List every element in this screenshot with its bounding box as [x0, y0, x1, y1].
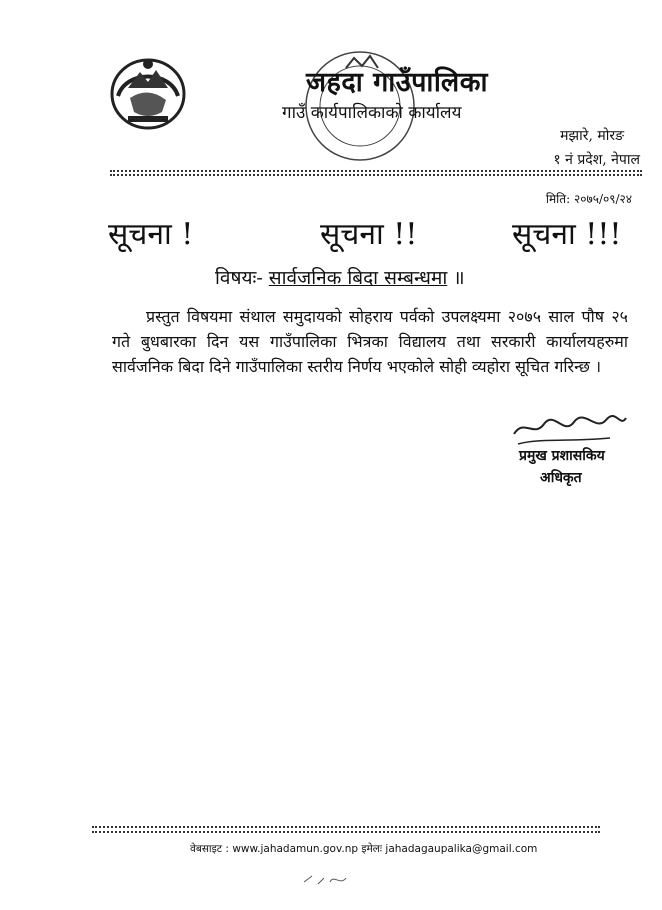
notice-body: प्रस्तुत विषयमा संथाल समुदायको सोहराय पर्वको उपलक्ष्यमा २०७५ साल पौष २५ गते बुधबारका दिन यस गाउँपालिका भित्रका विद्यालय तथा सरकारी कार्यालयहरुमा सार्वजनिक बिदा दिने गाउँपालिका स्तरीय निर्णय भएकोले सोही व्यहोरा सूचित गरिन्छ । [112, 307, 628, 376]
footer-divider [92, 826, 600, 828]
subject-text: सार्वजनिक बिदा सम्बन्धमा [268, 267, 448, 289]
footer-divider-2 [92, 831, 600, 833]
website-label: वेबसाइट : [190, 843, 229, 855]
header-divider-2 [110, 174, 642, 176]
office-subtitle: गाउँ कार्यपालिकाको कार्यालय [282, 103, 462, 123]
notice-date: मिति: २०७५/०९/२४ [545, 192, 632, 206]
email-label: इमेलः [361, 843, 383, 855]
notice-subject [215, 264, 465, 290]
header-divider [110, 170, 642, 172]
address-line-2: १ नं प्रदेश, नेपाल [553, 152, 640, 168]
subject-label: विषयः- [215, 267, 263, 289]
nepal-emblem-icon [106, 50, 190, 134]
website-link[interactable]: www.jahadamun.gov.np [232, 843, 359, 855]
address-line-1: मझारे, मोरङ [560, 128, 624, 144]
notice-heading-1: सूचना ! [108, 217, 194, 252]
office-title: जहदा गाउँपालिका [306, 67, 488, 98]
email-link[interactable]: jahadagaupalika@gmail.com [385, 843, 538, 855]
scribble-mark-icon [300, 868, 360, 892]
subject-end: ॥ [453, 267, 465, 289]
signatory-title: प्रमुख प्रशासकिय [519, 448, 605, 464]
notice-heading-3: सूचना !!! [512, 217, 622, 252]
notice-heading-2: सूचना !! [320, 217, 418, 252]
footer-contact [190, 842, 537, 856]
signatory-title-2: अधिकृत [540, 470, 582, 486]
